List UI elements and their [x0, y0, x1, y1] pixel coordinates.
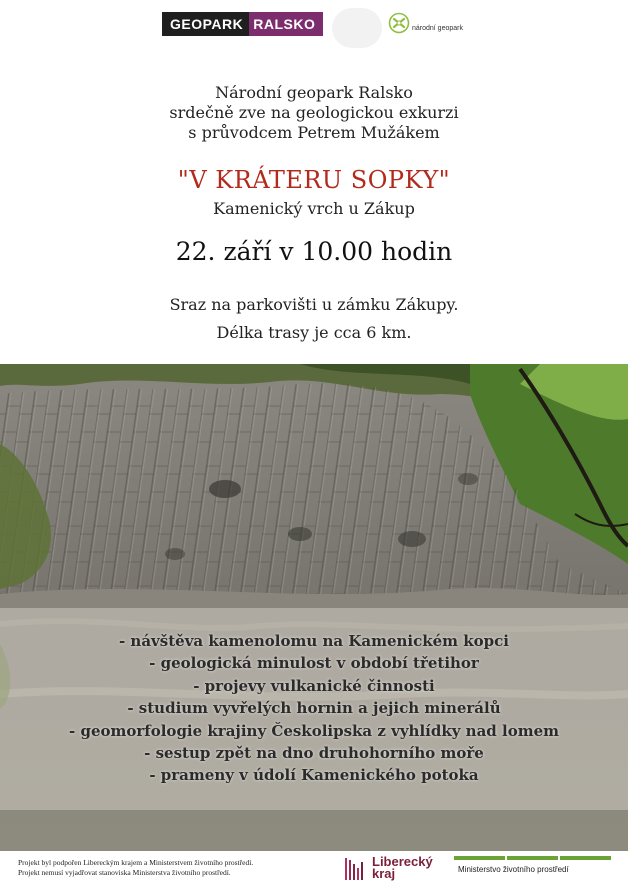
event-location: Kamenický vrch u Zákup [213, 199, 415, 218]
logo-text-ralsko: RALSKO [249, 12, 323, 36]
support-note [18, 858, 253, 878]
liberec-logo-line2: kraj [372, 866, 396, 881]
event-title: "V KRÁTERU SOPKY" [177, 166, 451, 194]
program-list [0, 630, 628, 787]
ministry-bar [507, 856, 558, 860]
ministry-bar [454, 856, 505, 860]
logo-text-geopark: GEOPARK [162, 12, 249, 36]
meeting-point: Sraz na parkovišti u zámku Zákupy. [169, 295, 459, 314]
liberec-region-emblem-icon [344, 856, 368, 882]
intro-line: srdečně zve na geologickou exkurzi [169, 103, 459, 122]
ministry-bar [560, 856, 611, 860]
support-line: Projekt nemusí vyjadřovat stanoviska Ministerstva životního prostředí. [18, 868, 231, 877]
intro-line: s průvodcem Petrem Mužákem [188, 123, 440, 142]
ministry-logo-text: Ministerstvo životního prostředí [458, 865, 569, 874]
program-item: - návštěva kamenolomu na Kamenickém kopci [118, 632, 509, 650]
national-geopark-logo [388, 12, 463, 34]
program-item: - sestup zpět na dno druhohorního moře [144, 744, 484, 763]
program-item: - geologická minulost v období třetihor [149, 654, 479, 673]
meeting-info [0, 291, 628, 347]
geopark-ralsko-logo [162, 12, 323, 36]
program-item: - prameny v údolí Kamenického potoka [149, 766, 479, 785]
program-item: - geomorfologie krajiny Českolipska z vyhlídky nad lomem [69, 721, 559, 740]
program-item: - studium vyvřelých hornin a jejich minerálů [127, 699, 501, 718]
program-item: - projevy vulkanické činnosti [193, 676, 435, 695]
route-length: Délka trasy je cca 6 km. [216, 323, 412, 342]
ministry-logo-bars [454, 856, 611, 860]
event-date: 22. září v 10.00 hodin [175, 237, 453, 266]
intro-line: Národní geopark Ralsko [215, 83, 413, 102]
watermark-decoration [332, 8, 382, 48]
liberec-logo-line1: Liberecký [372, 854, 433, 869]
national-geopark-label: národní geopark [412, 25, 463, 32]
geopark-emblem-icon [388, 12, 410, 34]
invitation-text [0, 83, 628, 143]
ministry-environment-logo [454, 856, 611, 874]
liberecky-kraj-logo [344, 856, 433, 882]
support-line: Projekt byl podpořen Libereckým krajem a Ministerstvem životního prostředí. [18, 858, 254, 867]
